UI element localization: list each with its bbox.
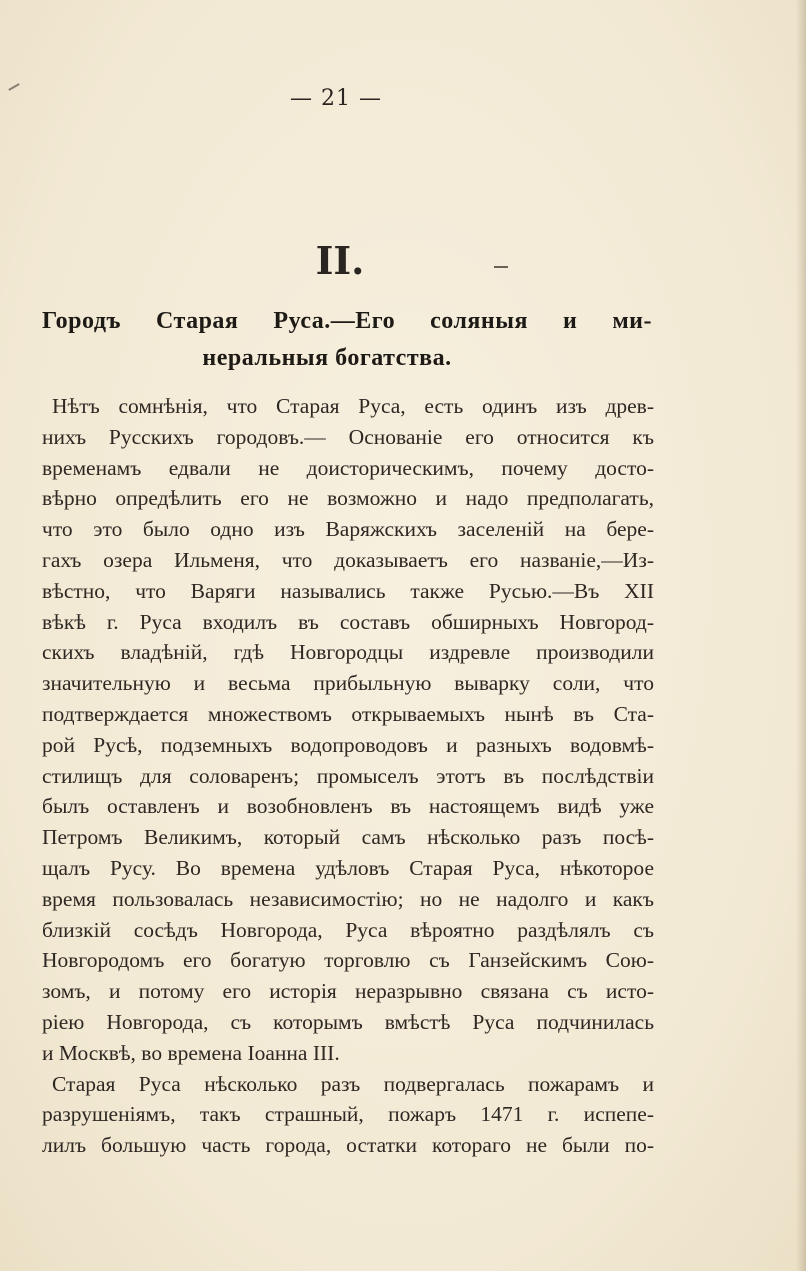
text-line: временамъ едвали не доисторическимъ, почему досто-	[42, 455, 654, 480]
text-line: лилъ большую часть города, остатки котораго не были по-	[42, 1133, 654, 1158]
text-line: вѣстно, что Варяги назывались также Русью.—Въ XII	[42, 578, 654, 603]
text-line: разрушеніямъ, такъ страшный, пожаръ 1471 г. испепе-	[42, 1102, 654, 1127]
text-line: близкій сосѣдъ Новгорода, Руса вѣроятно раздѣлялъ съ	[42, 917, 654, 942]
text-line: подтверждается множествомъ открываемыхъ нынѣ въ Ста-	[42, 701, 654, 726]
body-text	[42, 391, 654, 1161]
chapter-heading-line: Городъ Старая Руса.—Его соляныя и ми-	[42, 308, 652, 334]
text-line: зомъ, и потому его исторія неразрывно связана съ исто-	[42, 979, 654, 1004]
text-line: былъ оставленъ и возобновленъ въ настоящемъ видѣ уже	[42, 794, 654, 819]
text-line: щалъ Русу. Во времена удѣловъ Старая Руса, нѣкоторое	[42, 855, 654, 880]
text-line: скихъ владѣній, гдѣ Новгородцы издревле производили	[42, 640, 654, 665]
chapter-heading-line: неральныя богатства.	[202, 345, 452, 371]
text-line: Новгородомъ его богатую торговлю съ Ганзейскимъ Сою-	[42, 948, 654, 973]
chapter-number: II.	[315, 238, 365, 283]
text-line: нихъ Русскихъ городовъ.— Основаніе его относится къ	[42, 424, 654, 449]
text-line: Нѣтъ сомнѣнія, что Старая Руса, есть одинъ изъ древ-	[52, 394, 654, 418]
ink-dash-mark	[494, 266, 508, 268]
text-line: значительную и весьма прибыльную выварку соли, что	[42, 671, 654, 696]
text-line: рой Русѣ, подземныхъ водопроводовъ и разныхъ водовмѣ-	[42, 732, 654, 757]
text-line: ріею Новгорода, съ которымъ вмѣстѣ Руса подчинилась	[42, 1009, 654, 1034]
text-line: вѣкѣ г. Руса входилъ въ составъ обширныхъ Новгород-	[42, 609, 654, 634]
page-edge-shadow	[796, 0, 806, 1271]
chapter-heading	[42, 303, 652, 377]
text-line: время пользовалась независимостію; но не надолго и какъ	[42, 886, 654, 911]
text-line: и Москвѣ, во времена Іоанна III.	[42, 1040, 340, 1065]
text-line: стилищъ для соловаренъ; промыселъ этотъ въ послѣдствіи	[42, 763, 654, 788]
page-number: — 21 —	[290, 86, 382, 111]
text-line: гахъ озера Ильменя, что доказываетъ его названіе,—Из-	[42, 547, 654, 572]
text-line: что это было одно изъ Варяжскихъ заселеній на бере-	[42, 517, 654, 542]
text-line: вѣрно опредѣлить его не возможно и надо предполагать,	[42, 486, 654, 511]
text-line: Петромъ Великимъ, который самъ нѣсколько разъ посѣ-	[42, 825, 654, 850]
text-line: Старая Руса нѣсколько разъ подвергалась пожарамъ и	[52, 1071, 654, 1096]
